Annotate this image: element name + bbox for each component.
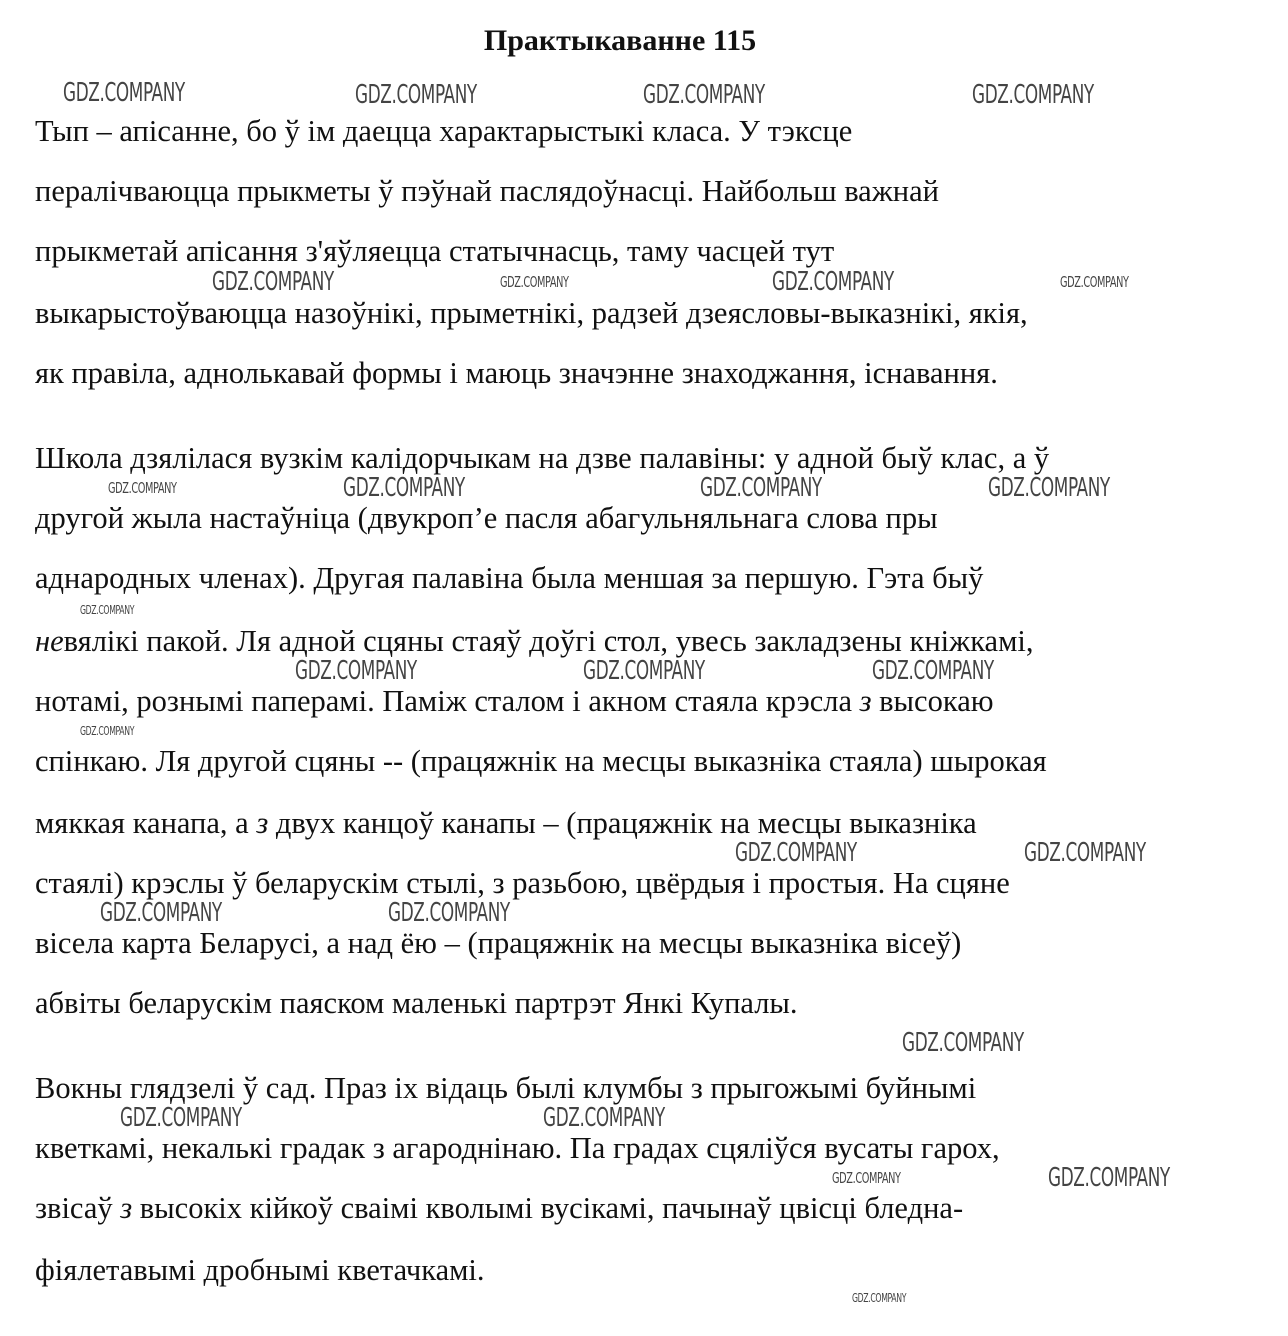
text-line: Школа дзялілася вузкім калідорчыкам на дзве палавіны: у адной быў клас, а ў bbox=[35, 441, 1050, 475]
italic-text: з bbox=[859, 684, 872, 718]
text: двух канцоў канапы – (працяжнік на месцы выказніка bbox=[268, 806, 977, 840]
text-line: як правіла, аднолькавай формы і маюць значэнне знаходжання, існавання. bbox=[35, 356, 998, 390]
watermark: GDZ.COMPANY bbox=[832, 1169, 901, 1187]
text-line bbox=[35, 625, 1034, 657]
watermark: GDZ.COMPANY bbox=[120, 1103, 242, 1133]
watermark: GDZ.COMPANY bbox=[543, 1103, 665, 1133]
text-line bbox=[35, 685, 994, 717]
watermark: GDZ.COMPANY bbox=[643, 80, 765, 110]
text: высокіх кійкоў сваімі кволымі вусікамі, пачынаў цвісці бледна- bbox=[132, 1191, 964, 1225]
text-line: абвіты беларускім паяском маленькі партрэт Янкі Купалы. bbox=[35, 986, 798, 1020]
watermark: GDZ.COMPANY bbox=[500, 273, 569, 291]
italic-text: не bbox=[35, 624, 64, 658]
watermark: GDZ.COMPANY bbox=[63, 78, 185, 108]
text-line bbox=[35, 807, 977, 839]
watermark: GDZ.COMPANY bbox=[972, 80, 1094, 110]
watermark: GDZ.COMPANY bbox=[902, 1028, 1024, 1058]
watermark: GDZ.COMPANY bbox=[1024, 838, 1146, 868]
watermark: GDZ.COMPANY bbox=[735, 838, 857, 868]
text: высокаю bbox=[871, 684, 994, 718]
text-line: пералічваюцца прыкметы ў пэўнай паслядоўнасці. Найбольш важнай bbox=[35, 174, 939, 208]
watermark: GDZ.COMPANY bbox=[1048, 1163, 1170, 1193]
text-line: выкарыстоўваюцца назоўнікі, прыметнікі, радзей дзеясловы-выказнікі, якія, bbox=[35, 296, 1028, 330]
text: вялікі пакой. Ля адной сцяны стаяў доўгі стол, увесь закладзены кніжкамі, bbox=[63, 624, 1034, 658]
watermark: GDZ.COMPANY bbox=[295, 656, 417, 686]
watermark: GDZ.COMPANY bbox=[1060, 273, 1129, 291]
text-line: кветкамі, некалькі градак з агароднінаю. Па градах сцяліўся вусаты гарох, bbox=[35, 1131, 1000, 1165]
watermark: GDZ.COMPANY bbox=[988, 473, 1110, 503]
italic-text: з bbox=[256, 806, 269, 840]
watermark: GDZ.COMPANY bbox=[80, 724, 135, 738]
text-line: стаялі) крэслы ў беларускім стылі, з разьбою, цвёрдыя і простыя. На сцяне bbox=[35, 866, 1010, 900]
text-line: вісела карта Беларусі, а над ёю – (працяжнік на месцы выказніка вісеў) bbox=[35, 926, 962, 960]
watermark: GDZ.COMPANY bbox=[700, 473, 822, 503]
italic-text: з bbox=[120, 1191, 133, 1225]
watermark: GDZ.COMPANY bbox=[852, 1291, 907, 1305]
text-line: прыкметай апісання з'яўляецца статычнасць, таму часцей тут bbox=[35, 234, 835, 268]
text-line: фіялетавымі дробнымі кветачкамі. bbox=[35, 1253, 485, 1287]
watermark: GDZ.COMPANY bbox=[583, 656, 705, 686]
watermark: GDZ.COMPANY bbox=[100, 898, 222, 928]
watermark: GDZ.COMPANY bbox=[108, 479, 177, 497]
watermark: GDZ.COMPANY bbox=[772, 267, 894, 297]
watermark: GDZ.COMPANY bbox=[872, 656, 994, 686]
text-line: аднародных членах). Другая палавіна была меншая за першую. Гэта быў bbox=[35, 561, 984, 595]
text-line: другой жыла настаўніца (двукроп’е пасля абагульняльнага слова пры bbox=[35, 501, 938, 535]
page-title: Практыкаванне 115 bbox=[483, 24, 757, 57]
watermark: GDZ.COMPANY bbox=[388, 898, 510, 928]
text: звісаў bbox=[35, 1191, 121, 1225]
watermark: GDZ.COMPANY bbox=[355, 80, 477, 110]
text-line: спінкаю. Ля другой сцяны -- (працяжнік на месцы выказніка стаяла) шырокая bbox=[35, 744, 1047, 778]
text-line: Вокны глядзелі ў сад. Праз іх відаць былі клумбы з прыгожымі буйнымі bbox=[35, 1071, 977, 1105]
text-line bbox=[35, 1192, 963, 1224]
text: нотамі, рознымі паперамі. Паміж сталом і акном стаяла крэсла bbox=[35, 684, 860, 718]
watermark: GDZ.COMPANY bbox=[212, 267, 334, 297]
watermark: GDZ.COMPANY bbox=[80, 603, 135, 617]
text: мяккая канапа, а bbox=[35, 806, 257, 840]
watermark: GDZ.COMPANY bbox=[343, 473, 465, 503]
text-line: Тып – апісанне, бо ў ім даецца характарыстыкі класа. У тэксце bbox=[35, 114, 853, 148]
